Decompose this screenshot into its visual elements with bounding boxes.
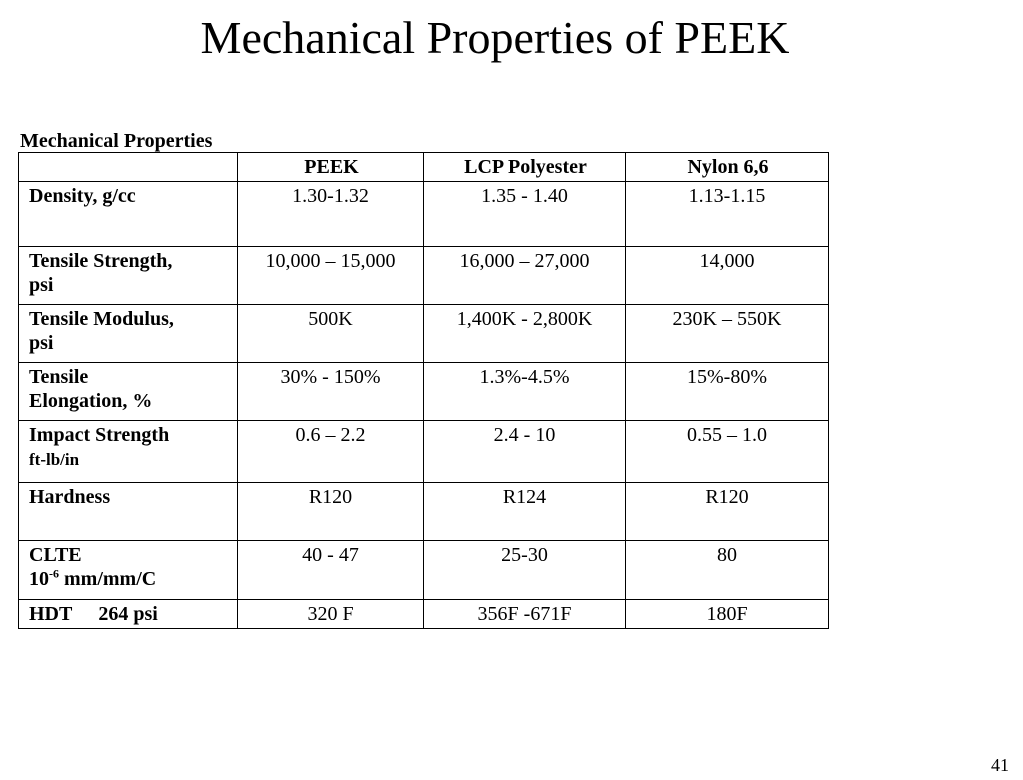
cell-peek: 40 - 47: [238, 541, 424, 600]
column-header-nylon: Nylon 6,6: [626, 153, 829, 182]
cell-nylon: 14,000: [626, 247, 829, 305]
cell-nylon: R120: [626, 483, 829, 541]
cell-peek: 320 F: [238, 600, 424, 629]
row-label-line2: psi: [29, 274, 54, 296]
slide-title: Mechanical Properties of PEEK: [200, 12, 790, 63]
cell-lcp-polyester: 1,400K - 2,800K: [424, 305, 626, 363]
cell-peek: 500K: [238, 305, 424, 363]
cell-nylon: 230K – 550K: [626, 305, 829, 363]
row-label: [19, 305, 238, 363]
page-number: 41: [991, 755, 1009, 775]
cell-nylon: 180F: [626, 600, 829, 629]
cell-nylon: 80: [626, 541, 829, 600]
row-label: [19, 600, 238, 629]
row-label-line1: Impact Strength: [29, 424, 170, 446]
cell-lcp-polyester: 16,000 – 27,000: [424, 247, 626, 305]
header-empty-cell: [19, 153, 238, 182]
mechanical-properties-table: [18, 152, 829, 629]
cell-peek: 30% - 150%: [238, 363, 424, 421]
row-label-line1: CLTE: [29, 544, 82, 566]
row-label-line2: psi: [29, 332, 54, 354]
cell-peek: 0.6 – 2.2: [238, 421, 424, 483]
cell-peek: 1.30-1.32: [238, 182, 424, 247]
table-row-hardness: [19, 483, 829, 541]
row-label: [19, 247, 238, 305]
table-row-density: [19, 182, 829, 247]
table-caption: Mechanical Properties: [20, 130, 213, 152]
cell-lcp-polyester: 25-30: [424, 541, 626, 600]
cell-lcp-polyester: 1.35 - 1.40: [424, 182, 626, 247]
cell-lcp-polyester: 1.3%-4.5%: [424, 363, 626, 421]
row-label-text: Hardness: [29, 486, 111, 508]
table-row-tensile-modulus: [19, 305, 829, 363]
row-label-part1: HDT: [29, 603, 73, 625]
row-label-line1: Tensile Strength,: [29, 250, 173, 272]
table-header-row: [19, 153, 829, 182]
table-row-impact-strength: [19, 421, 829, 483]
row-label-line1: Tensile: [29, 366, 89, 388]
cell-lcp-polyester: 2.4 - 10: [424, 421, 626, 483]
row-label: [19, 363, 238, 421]
cell-nylon: 0.55 – 1.0: [626, 421, 829, 483]
cell-lcp-polyester: R124: [424, 483, 626, 541]
table-row-tensile-strength: [19, 247, 829, 305]
column-header-lcp-polyester: LCP Polyester: [424, 153, 626, 182]
row-label-line1: Tensile Modulus,: [29, 308, 174, 330]
column-header-peek: PEEK: [238, 153, 424, 182]
row-label-line2: ft-lb/in: [29, 450, 80, 469]
cell-peek: R120: [238, 483, 424, 541]
table-row-tensile-elongation: [19, 363, 829, 421]
row-label-line2: Elongation, %: [29, 390, 153, 412]
row-label-text: Density, g/cc: [29, 185, 136, 207]
cell-peek: 10,000 – 15,000: [238, 247, 424, 305]
row-label-exponent: -6: [49, 566, 59, 581]
row-label-line2-base: 10: [29, 568, 49, 590]
row-label: [19, 541, 238, 600]
table-row-hdt: [19, 600, 829, 629]
row-label: [19, 182, 238, 247]
cell-lcp-polyester: 356F -671F: [424, 600, 626, 629]
cell-nylon: 15%-80%: [626, 363, 829, 421]
row-label-part2: 264 psi: [98, 603, 158, 625]
row-label-line2-unit: mm/mm/C: [59, 568, 157, 590]
cell-nylon: 1.13-1.15: [626, 182, 829, 247]
row-label: [19, 421, 238, 483]
row-label: [19, 483, 238, 541]
table-row-clte: [19, 541, 829, 600]
